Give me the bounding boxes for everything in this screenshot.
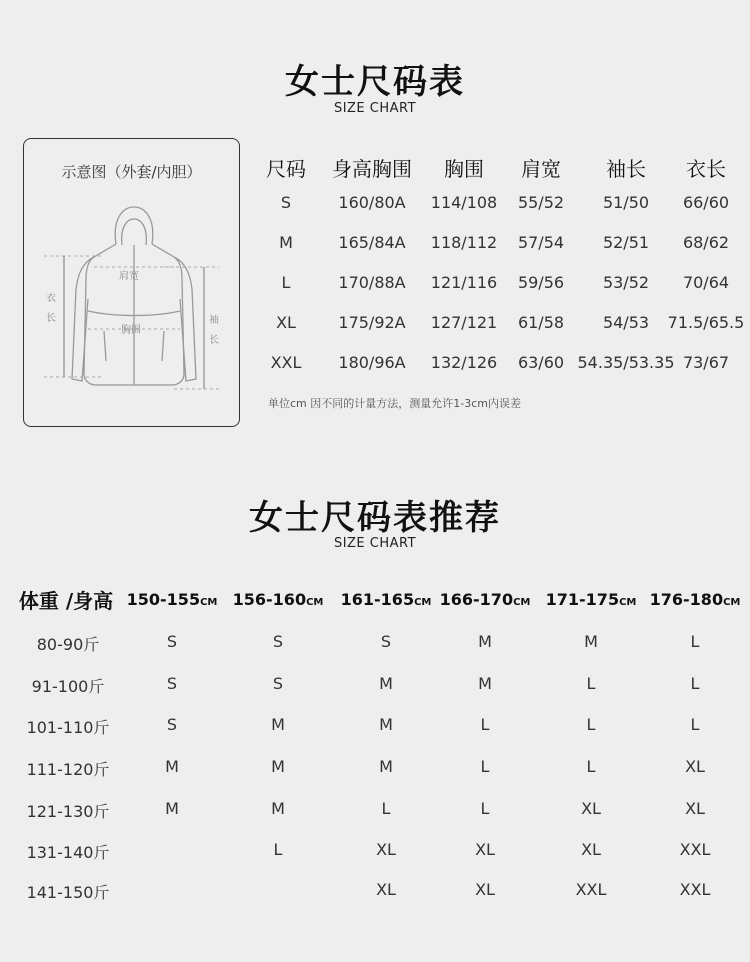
recommended-size-cell: M xyxy=(165,799,179,818)
recommended-size-cell: XXL xyxy=(575,880,607,899)
recommended-size-cell: S xyxy=(166,715,178,734)
recommended-size-cell: XL xyxy=(685,757,705,776)
size-cell: 68/62 xyxy=(682,233,730,252)
recommended-size-cell: L xyxy=(586,674,596,693)
recommended-size-cell: L xyxy=(480,757,490,776)
length-label-1: 衣 xyxy=(46,293,56,304)
jacket-diagram-box xyxy=(23,138,240,427)
recommended-size-cell: M xyxy=(379,757,393,776)
weight-row-label: 121-130斤 xyxy=(26,802,110,821)
size-cell: 66/60 xyxy=(682,193,730,212)
height-column-header: 171-175CM xyxy=(545,590,637,609)
recommended-size-cell: XL xyxy=(475,880,495,899)
weight-height-corner-label: 体重 /身高 xyxy=(18,589,114,613)
recommended-size-cell: L xyxy=(586,757,596,776)
size-cell: 61/58 xyxy=(517,313,565,332)
weight-row-label: 111-120斤 xyxy=(26,760,110,779)
recommended-size-cell: XL xyxy=(581,799,601,818)
size-cell: 73/67 xyxy=(682,353,730,372)
size-cell: 52/51 xyxy=(602,233,650,252)
recommend-title: 女士尺码表推荐 xyxy=(249,498,501,538)
size-cell: 57/54 xyxy=(517,233,565,252)
recommended-size-cell: M xyxy=(379,715,393,734)
length-label-2: 长 xyxy=(46,313,56,324)
size-cell: 170/88A xyxy=(338,273,406,292)
size-header-3: 肩宽 xyxy=(521,157,561,181)
weight-row-label: 101-110斤 xyxy=(26,718,110,737)
size-chart-subtitle: SIZE CHART xyxy=(333,101,417,116)
recommended-size-cell: L xyxy=(690,715,700,734)
size-cell: 54/53 xyxy=(602,313,650,332)
measurement-note: 单位cm 因不同的计量方法，测量允许1-3cm内误差 xyxy=(268,397,521,410)
shoulder-label: 肩宽 xyxy=(119,271,139,282)
size-cell: 53/52 xyxy=(602,273,650,292)
size-cell: 118/112 xyxy=(430,233,498,252)
recommended-size-cell: XL xyxy=(581,840,601,859)
size-cell: 70/64 xyxy=(682,273,730,292)
size-header-0: 尺码 xyxy=(266,157,306,181)
recommended-size-cell: S xyxy=(166,632,178,651)
height-column-header: 166-170CM xyxy=(439,590,531,609)
size-cell: 51/50 xyxy=(602,193,650,212)
size-cell: S xyxy=(280,193,292,212)
recommended-size-cell: L xyxy=(480,715,490,734)
recommended-size-cell: XXL xyxy=(679,880,711,899)
recommended-size-cell: L xyxy=(690,632,700,651)
diagram-title: 示意图（外套/内胆） xyxy=(61,163,202,181)
weight-row-label: 80-90斤 xyxy=(36,635,100,654)
recommended-size-cell: M xyxy=(271,715,285,734)
recommended-size-cell: M xyxy=(165,757,179,776)
recommended-size-cell: M xyxy=(379,674,393,693)
chest-label: 胸围 xyxy=(121,325,141,336)
recommended-size-cell: XL xyxy=(376,880,396,899)
size-cell: 165/84A xyxy=(338,233,406,252)
recommended-size-cell: M xyxy=(271,799,285,818)
height-column-header: 150-155CM xyxy=(126,590,218,609)
height-column-header: 156-160CM xyxy=(232,590,324,609)
recommended-size-cell: M xyxy=(271,757,285,776)
height-column-header: 161-165CM xyxy=(340,590,432,609)
size-cell: 132/126 xyxy=(430,353,498,372)
size-cell: L xyxy=(281,273,291,292)
size-cell: 71.5/65.5 xyxy=(667,313,745,332)
size-cell: 63/60 xyxy=(517,353,565,372)
recommended-size-cell: XXL xyxy=(679,840,711,859)
recommended-size-cell: L xyxy=(690,674,700,693)
size-cell: 160/80A xyxy=(338,193,406,212)
size-chart-title: 女士尺码表 xyxy=(285,62,465,102)
size-cell: 114/108 xyxy=(430,193,498,212)
recommended-size-cell: L xyxy=(586,715,596,734)
recommended-size-cell: L xyxy=(480,799,490,818)
recommend-subtitle: SIZE CHART xyxy=(333,536,417,551)
size-cell: 180/96A xyxy=(338,353,406,372)
size-header-5: 衣长 xyxy=(686,157,726,181)
recommended-size-cell: S xyxy=(166,674,178,693)
sleeve-label-2: 长 xyxy=(209,335,219,346)
size-header-4: 袖长 xyxy=(606,157,646,181)
recommended-size-cell: L xyxy=(381,799,391,818)
sleeve-label-1: 袖 xyxy=(209,315,219,326)
size-cell: XL xyxy=(276,313,296,332)
recommended-size-cell: L xyxy=(273,840,283,859)
weight-row-label: 131-140斤 xyxy=(26,843,110,862)
recommended-size-cell: XL xyxy=(685,799,705,818)
size-cell: 55/52 xyxy=(517,193,565,212)
recommended-size-cell: M xyxy=(478,632,492,651)
size-header-2: 胸围 xyxy=(444,157,484,181)
recommended-size-cell: M xyxy=(478,674,492,693)
recommended-size-cell: XL xyxy=(376,840,396,859)
jacket-outline-icon xyxy=(24,139,241,428)
recommended-size-cell: S xyxy=(272,674,284,693)
size-header-1: 身高胸围 xyxy=(332,157,412,181)
size-cell: 175/92A xyxy=(338,313,406,332)
height-column-header: 176-180CM xyxy=(649,590,741,609)
weight-row-label: 141-150斤 xyxy=(26,883,110,902)
recommended-size-cell: S xyxy=(380,632,392,651)
recommended-size-cell: M xyxy=(584,632,598,651)
size-cell: XXL xyxy=(270,353,302,372)
size-cell: 121/116 xyxy=(430,273,498,292)
weight-row-label: 91-100斤 xyxy=(31,677,105,696)
recommended-size-cell: S xyxy=(272,632,284,651)
recommended-size-cell: XL xyxy=(475,840,495,859)
size-cell: M xyxy=(279,233,293,252)
size-cell: 59/56 xyxy=(517,273,565,292)
size-cell: 54.35/53.35 xyxy=(577,353,675,372)
size-cell: 127/121 xyxy=(430,313,498,332)
